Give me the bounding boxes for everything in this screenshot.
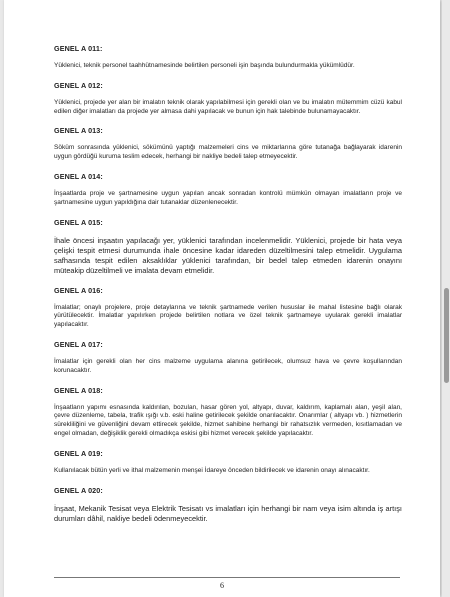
- clause-a012: [54, 81, 402, 117]
- page-number: 6: [220, 581, 224, 590]
- clause-a013: [54, 126, 402, 162]
- clause-heading: GENEL A 013:: [54, 126, 103, 136]
- clause-heading: GENEL A 012:: [54, 80, 103, 90]
- clause-text: İnşaatlarda proje ve şartnamesine uygun yapılan ancak sonradan kontrolü mümkün olmayan imalatların proje ve şartnamesine uygun yapıldığına dair tutanaklar düzenlenecektir.: [54, 189, 402, 206]
- clause-a015: [54, 218, 402, 276]
- clause-a019: [54, 449, 402, 476]
- clause-heading: GENEL A 016:: [54, 285, 103, 295]
- clause-a014: [54, 172, 402, 208]
- clause-heading: GENEL A 015:: [54, 217, 103, 227]
- clause-text: Yüklenici, projede yer alan bir imalatın teknik olarak yapılabilmesi için gerekli olan ve bu imalatın mütemmim cüzü kabul edilen diğer imalatları da projede yer almasa dahi yapılacak ve bunun için hak talebinde bulunamayacaktır.: [54, 98, 402, 115]
- clause-text: İhale öncesi inşaatın yapılacağı yer, yüklenici tarafından incelenmelidir. Yüklenici, projede bir hata veya çelişki tespit etmesi durumunda ihale öncesine kadar idareden düzeltilmesini talep etmelidir. Uygulama safhasında tespit edilen aksaklıklar yüklenici tarafından, bir bedel talep etmeden idarenin onayını müteakip düzeltilmeli ve imalata devam etmelidir.: [54, 235, 402, 275]
- clause-text: İnşaat, Mekanik Tesisat veya Elektrik Tesisatı vs imalatları için herhangi bir nam veya isim altında iş artışı durumları dâhil, nakliye bedeli ödenmeyecektir.: [54, 503, 402, 523]
- page-content: [54, 44, 402, 534]
- clause-heading: GENEL A 018:: [54, 385, 103, 395]
- clause-a011: [54, 44, 402, 71]
- clause-a017: [54, 340, 402, 376]
- clause-heading: GENEL A 014:: [54, 171, 103, 181]
- clause-heading: GENEL A 019:: [54, 448, 103, 458]
- clause-text: İmalatlar için gerekli olan her cins malzeme uygulama alanına getirilecek, olumsuz hava ve çevre koşullarından korunacaktır.: [54, 357, 402, 374]
- clause-text: İmalatlar; onaylı projelere, proje detaylarına ve teknik şartnamede verilen hususlar ile mahal listesine bağlı olarak yürütülecektir. İmalatlar yapılırken projede belirtilen notlara ve özel teknik şartnameye uyularak gerekli imalatlar yapılacaktır.: [54, 303, 402, 329]
- clause-a020: [54, 486, 402, 524]
- clause-a016: [54, 286, 402, 330]
- clause-heading: GENEL A 011:: [54, 44, 103, 53]
- scrollbar-track[interactable]: [442, 0, 450, 597]
- document-page: [4, 0, 440, 597]
- clause-text: Yüklenici, teknik personel taahhütnamesinde belirtilen personeli işin başında bulundurmakla yükümlüdür.: [54, 62, 355, 69]
- scrollbar-thumb[interactable]: [444, 288, 449, 383]
- clause-heading: GENEL A 017:: [54, 339, 103, 349]
- clause-a018: [54, 386, 402, 439]
- clause-text: Kullanılacak bütün yerli ve ithal malzemenin menşei İdareye önceden bildirilecek ve idarenin onayı alınacaktır.: [54, 466, 370, 474]
- footer-divider: [54, 577, 400, 578]
- clause-heading: GENEL A 020:: [54, 485, 103, 495]
- clause-text: Söküm sonrasında yüklenici, sökümünü yaptığı malzemeleri cins ve miktarlarına göre tutanağa bağlayarak idarenin uygun gördüğü kuruma teslim edecek, herhangi bir nakliye bedeli talep etmeyecektir.: [54, 144, 402, 161]
- clause-text: İnşaatların yapımı esnasında kaldırılan, bozulan, hasar gören yol, altyapı, duvar, kaldırım, kaplamalı alan, yeşil alan, çevre düzenleme, tabela, trafik ışığı v.b. eski haline getirilecek şekilde onarılacaktır. Onarımlar ( altyapı vb. ) hizmetlerin sürekliliğini ve güvenliğini devam ettirecek şekilde, hizmet sahibine herhangi bir rahatsızlık vermeden, kısıtlamadan ve engel olmadan, değişiklik gerekli olmadıkça eskisi gibi hizmet verecek şekilde yapılacaktır.: [54, 403, 402, 437]
